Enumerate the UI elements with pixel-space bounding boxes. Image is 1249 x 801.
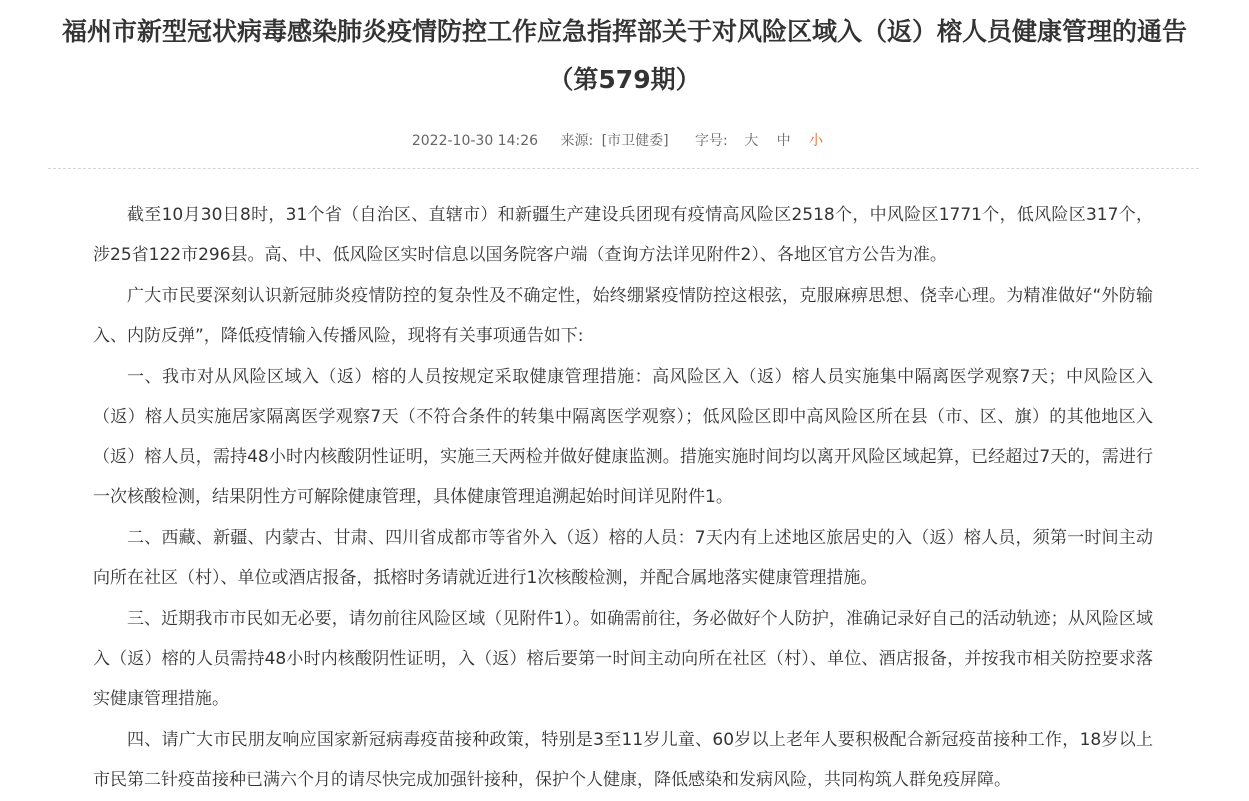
font-size-medium-option[interactable]: 中 (776, 133, 791, 149)
publish-date: 2022-10-30 14:26 (411, 133, 539, 149)
article-body (93, 195, 1153, 801)
font-size-label: 字号: (695, 133, 728, 149)
font-size-small-option[interactable]: 小 (809, 133, 824, 149)
paragraph: 一、我市对从风险区域入（返）榕的人员按规定采取健康管理措施：高风险区入（返）榕人员实施集中隔离医学观察7天；中风险区入（返）榕人员实施居家隔离医学观察7天（不符合条件的转集中隔离医学观察）；低风险区即中高风险区所在县（市、区、旗）的其他地区入（返）榕人员，需持48小时内核酸阴性证明，实施三天两检并做好健康监测。措施实施时间均以离开风险区域起算，已经超过7天的，需进行一次核酸检测，结果阴性方可解除健康管理，具体健康管理追溯起始时间详见附件1。 (93, 367, 1153, 507)
article-meta (0, 130, 1249, 152)
paragraph: 二、西藏、新疆、内蒙古、甘肃、四川省成都市等省外入（返）榕的人员：7天内有上述地区旅居史的入（返）榕人员，须第一时间主动向所在社区（村）、单位或酒店报备，抵榕时务请就近进行1次核酸检测，并配合属地落实健康管理措施。 (93, 528, 1153, 588)
paragraph: 三、近期我市市民如无必要，请勿前往风险区域（见附件1）。如确需前往，务必做好个人防护，准确记录好自己的活动轨迹；从风险区域入（返）榕的人员需持48小时内核酸阴性证明，入（返）榕后要第一时间主动向所在社区（村）、单位、酒店报备，并按我市相关防控要求落实健康管理措施。 (93, 609, 1153, 709)
paragraph: 四、请广大市民朋友响应国家新冠病毒疫苗接种政策，特别是3至11岁儿童、60岁以上老年人要积极配合新冠疫苗接种工作，18岁以上市民第二针疫苗接种已满六个月的请尽快完成加强针接种，保护个人健康，降低感染和发病风险，共同构筑人群免疫屏障。 (93, 730, 1153, 790)
source-label: 来源: (560, 133, 594, 149)
paragraph: 广大市民要深刻认识新冠肺炎疫情防控的复杂性及不确定性，始终绷紧疫情防控这根弦，克服麻痹思想、侥幸心理。为精准做好“外防输入、内防反弹”，降低疫情输入传播风险，现将有关事项通告如下: (93, 286, 1153, 346)
meta-divider (48, 168, 1199, 169)
font-size-large-option[interactable]: 大 (744, 133, 759, 149)
article-title: 福州市新型冠状病毒感染肺炎疫情防控工作应急指挥部关于对风险区域入（返）榕人员健康管理的通告（第579期） (61, 17, 1187, 94)
paragraph: 截至10月30日8时，31个省（自治区、直辖市）和新疆生产建设兵团现有疫情高风险区2518个，中风险区1771个，低风险区317个，涉25省122市296县。高、中、低风险区实时信息以国务院客户端（查询方法详见附件2）、各地区官方公告为准。 (93, 205, 1153, 265)
source-value: [市卫健委] (601, 133, 669, 149)
